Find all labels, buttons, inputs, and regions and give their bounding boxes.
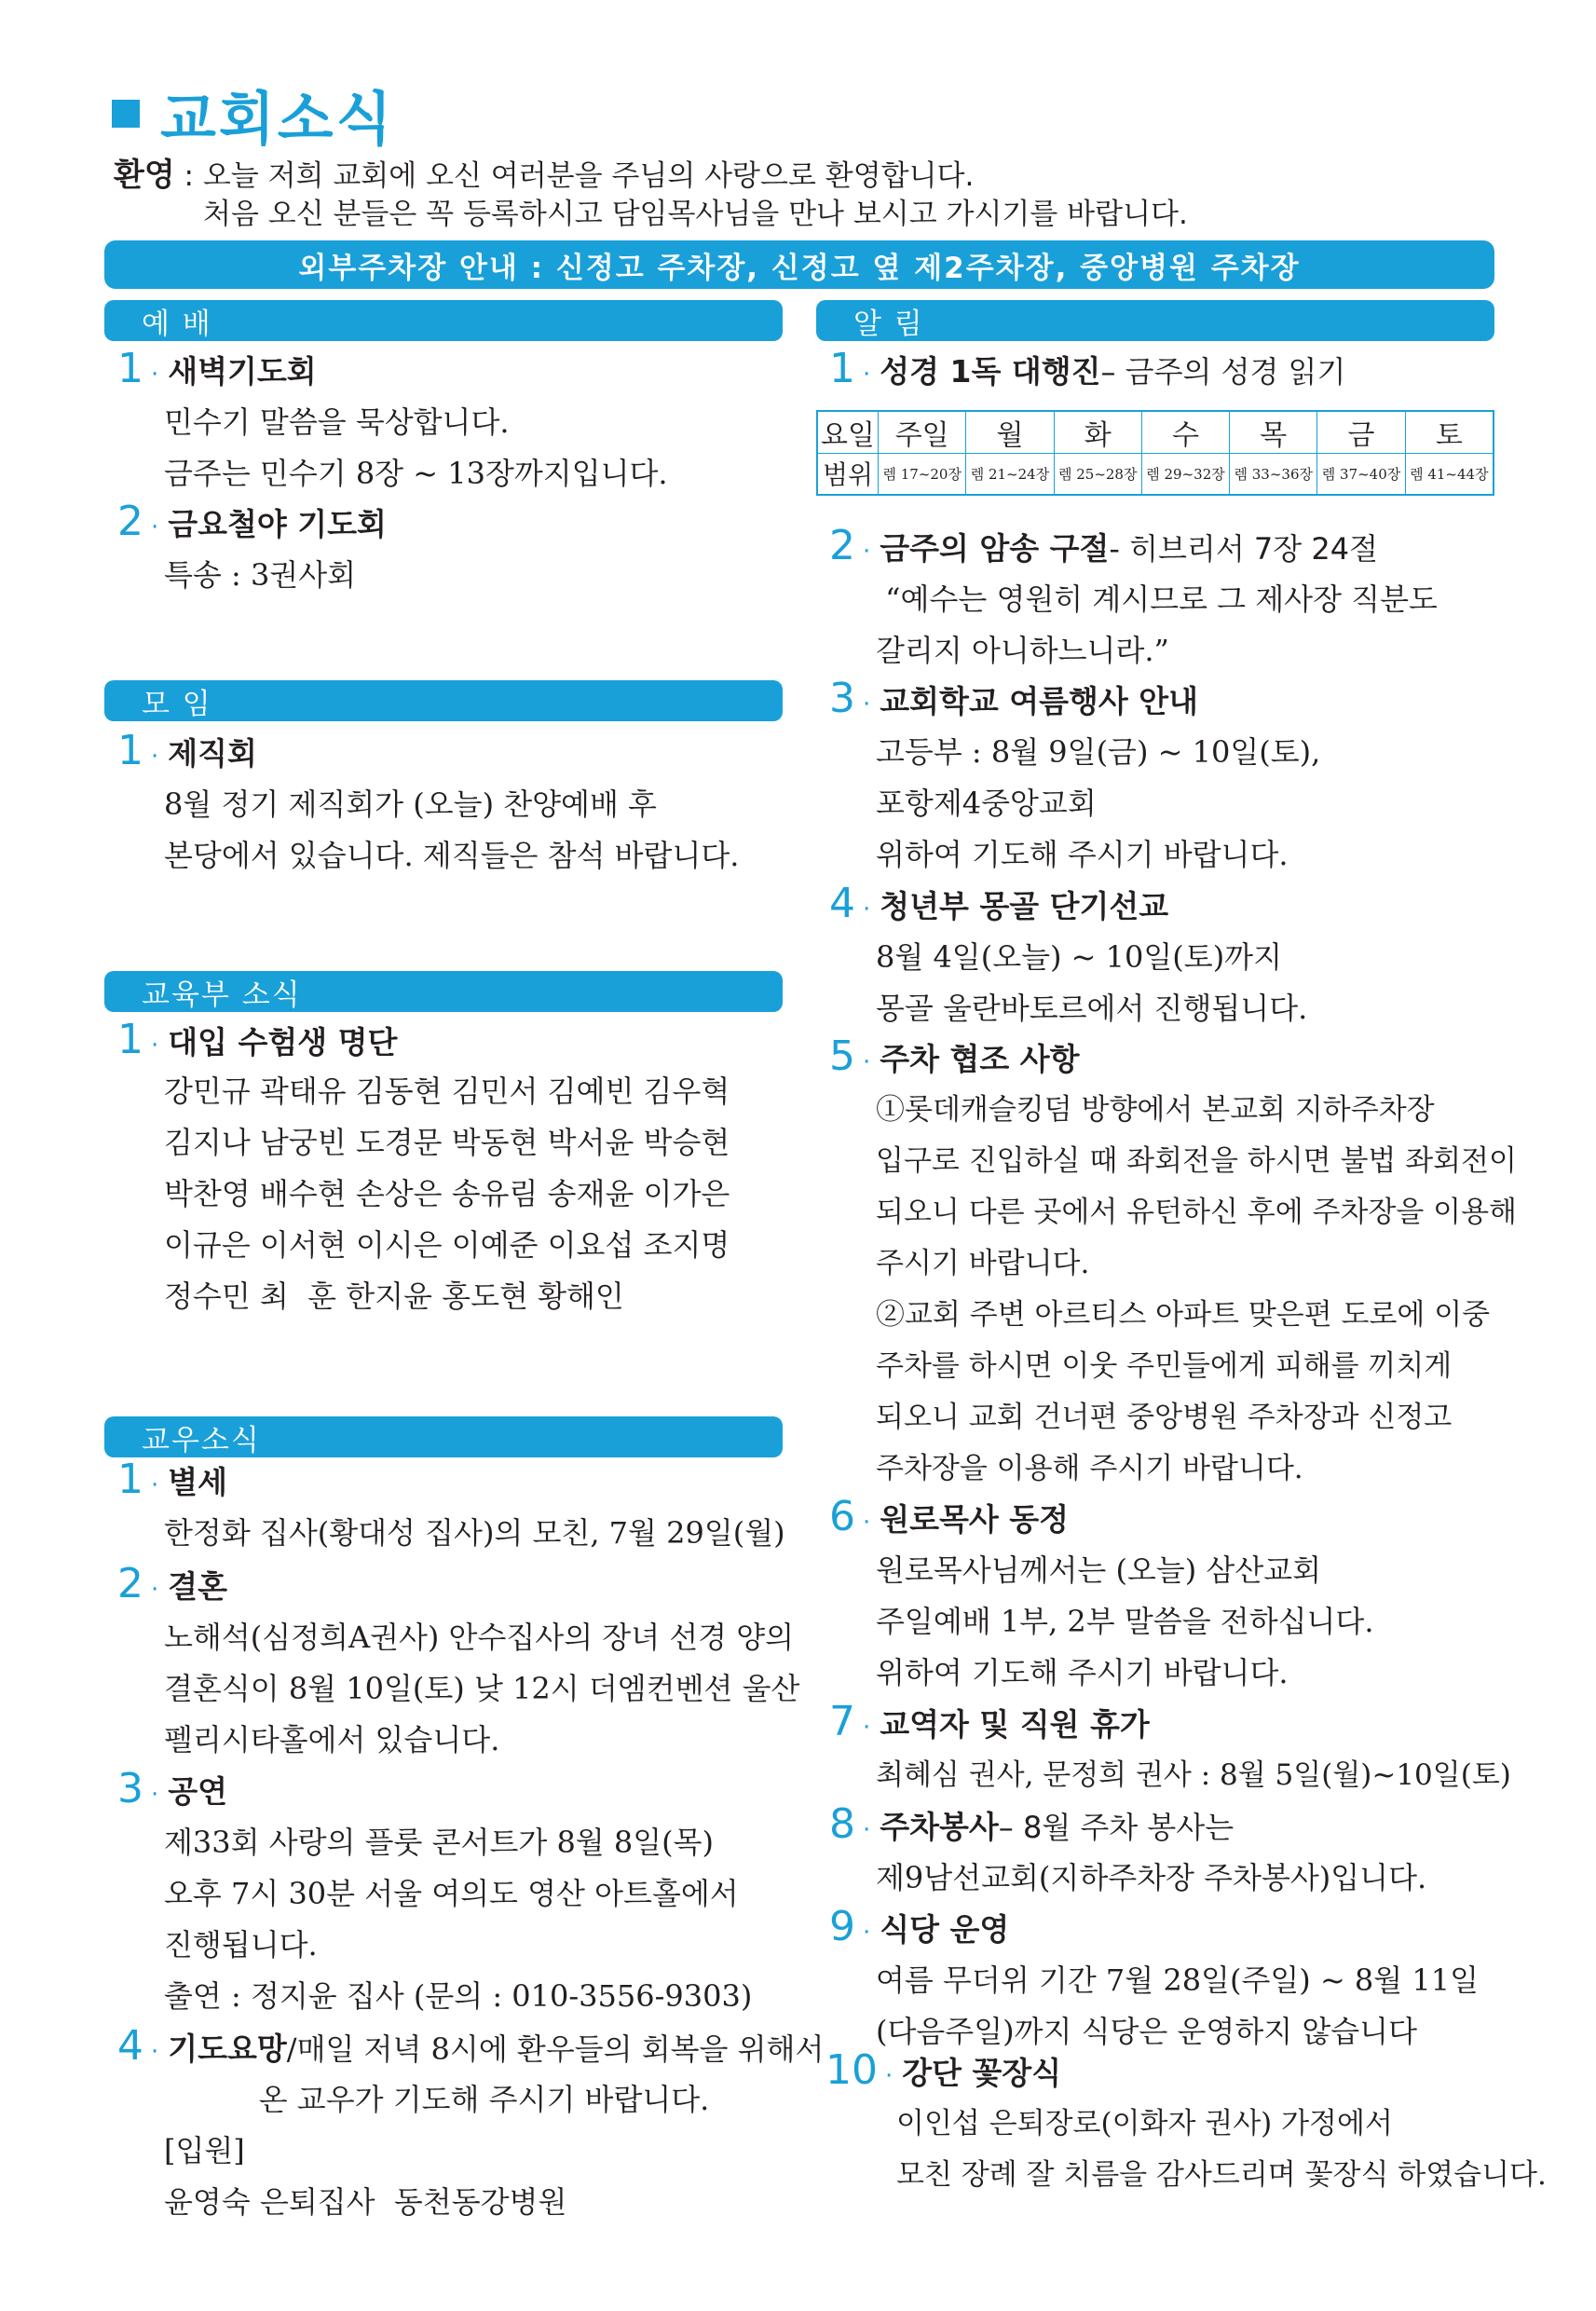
item-title: 성경 1독 대행진 — [880, 353, 1101, 390]
item-body: ①롯데캐슬킹덤 방향에서 본교회 지하주차장 입구로 진입하실 때 좌회전을 하시면 불법 좌회전이 되오니 다른 곳에서 유턴하신 후에 주차장을 이용해 주시기 바랍니다. ②교회 주변 아르티스 아파트 맞은편 도로에 이중 주차를 하시면 이웃 주민들에게 피해를 끼치게 되오니 교회 건너편 중앙병원 주차장과 신정고 주차장을 이용해 주시기 바랍니다. — [876, 1093, 1517, 1485]
item-title: 제직회 — [168, 735, 257, 772]
notice-item-10 — [824, 2046, 1061, 2094]
item-number: 1 — [117, 1456, 143, 1503]
table-cell: 수 — [1141, 411, 1229, 454]
welcome-line-1 — [114, 155, 974, 197]
item-title: 기도요망 — [168, 2031, 287, 2067]
section-header-education: 교육부 소식 — [104, 971, 783, 1012]
table-row — [817, 411, 1494, 454]
bullet-dot-icon: · — [863, 361, 871, 389]
item-number: 2 — [117, 498, 143, 545]
notice-item-8 — [824, 1800, 1234, 1848]
table-cell: 렘 29~32장 — [1141, 454, 1229, 495]
item-title: 결혼 — [168, 1568, 228, 1605]
section-header-notices: 알 림 — [816, 300, 1494, 341]
bullet-dot-icon: · — [151, 1781, 159, 1809]
table-cell: 렘 21~24장 — [966, 454, 1054, 495]
table-cell: 요일 — [817, 411, 879, 454]
item-number: 3 — [117, 1765, 143, 1812]
item-title-rest: - 히브리서 7장 24절 — [1109, 531, 1379, 567]
item-number: 3 — [829, 675, 855, 722]
bullet-dot-icon: · — [863, 538, 871, 566]
table-cell: 화 — [1054, 411, 1141, 454]
notice-item-1 — [824, 345, 1345, 392]
table-cell: 렘 37~40장 — [1317, 454, 1405, 495]
item-title-rest: /매일 저녁 8시에 환우들의 회복을 위해서 — [286, 2031, 825, 2067]
table-cell: 주일 — [879, 411, 966, 454]
item-number: 1 — [829, 345, 855, 392]
item-title: 교회학교 여름행사 안내 — [880, 683, 1199, 719]
item-body: 8월 정기 제직회가 (오늘) 찬양예배 후 본당에서 있습니다. 제직들은 참석 바랍니다. — [164, 786, 740, 873]
table-cell: 범위 — [817, 454, 879, 495]
bullet-dot-icon: · — [151, 743, 159, 771]
item-body: 제33회 사랑의 플룻 콘서트가 8월 8일(목) 오후 7시 30분 서울 여의도 영산 아트홀에서 진행됩니다. 출연 : 정지윤 집사 (문의 : 010-3556-9303) — [164, 1825, 753, 2014]
notice-item-3 — [824, 675, 1198, 722]
item-number: 6 — [829, 1493, 855, 1540]
item-title: 식당 운영 — [880, 1911, 1010, 1948]
item-body: 제9남선교회(지하주차장 주차봉사)입니다. — [876, 1860, 1427, 1895]
notice-item-5 — [824, 1032, 1080, 1080]
square-bullet-icon — [112, 100, 140, 128]
page-title — [112, 76, 395, 151]
bullet-dot-icon: · — [885, 2062, 893, 2090]
education-item-1 — [112, 1016, 397, 1063]
item-title: 주차봉사 — [880, 1809, 999, 1845]
parking-banner: 외부주차장 안내 : 신정고 주차장, 신정고 옆 제2주차장, 중앙병원 주차장 — [104, 240, 1494, 289]
members-item-2 — [112, 1560, 227, 1607]
page-title-text: 교회소식 — [160, 84, 395, 153]
members-item-3 — [112, 1765, 227, 1812]
meeting-item-1 — [112, 727, 257, 774]
item-body: 고등부 : 8월 9일(금) ~ 10일(토), 포항제4중앙교회 위하여 기도해 주시기 바랍니다. — [876, 734, 1321, 872]
item-body: 온 교우가 기도해 주시기 바랍니다. [입원] 윤영숙 은퇴집사 동천동강병원 — [164, 2082, 710, 2220]
notice-item-4 — [824, 880, 1168, 927]
welcome-text-1: : 오늘 저희 교회에 오신 여러분을 주님의 사랑으로 환영합니다. — [174, 159, 975, 193]
item-title-rest: – 금주의 성경 읽기 — [1100, 354, 1346, 390]
item-body: “예수는 영원히 계시므로 그 제사장 직분도 갈리지 아니하느니라.” — [876, 581, 1438, 668]
notice-item-9 — [824, 1903, 1009, 1950]
item-body: 노해석(심정희A권사) 안수집사의 장녀 선경 양의 결혼식이 8월 10일(토) 낮 12시 더엠컨벤션 울산 펠리시타홀에서 있습니다. — [164, 1620, 800, 1757]
section-header-meeting: 모 임 — [104, 680, 783, 721]
table-row — [817, 454, 1494, 495]
item-number: 1 — [117, 1016, 143, 1063]
item-title: 금요철야 기도회 — [168, 506, 387, 542]
item-number: 1 — [117, 345, 143, 392]
bullet-dot-icon: · — [151, 361, 159, 389]
item-number: 9 — [829, 1903, 855, 1950]
item-title: 새벽기도회 — [168, 353, 317, 390]
item-body: 한정화 집사(황대성 집사)의 모친, 7월 29일(월) — [164, 1515, 785, 1551]
item-body: 최혜심 권사, 문정희 권사 : 8월 5일(월)~10일(토) — [876, 1758, 1511, 1792]
bible-reading-table — [816, 410, 1494, 496]
notice-item-2 — [824, 522, 1378, 569]
item-body: 원로목사님께서는 (오늘) 삼산교회 주일예배 1부, 2부 말씀을 전하십니다. 위하여 기도해 주시기 바랍니다. — [876, 1552, 1374, 1690]
section-header-members: 교우소식 — [104, 1416, 783, 1457]
item-body: 민수기 말씀을 묵상합니다. 금주는 민수기 8장 ~ 13장까지입니다. — [164, 404, 668, 491]
item-title: 별세 — [168, 1464, 228, 1500]
notice-item-6 — [824, 1493, 1069, 1540]
bullet-dot-icon: · — [863, 691, 871, 718]
table-cell: 목 — [1230, 411, 1317, 454]
item-number: 4 — [117, 2022, 143, 2070]
bullet-dot-icon: · — [151, 1471, 159, 1499]
item-number: 2 — [117, 1560, 143, 1607]
item-number: 10 — [825, 2046, 878, 2094]
item-number: 5 — [829, 1032, 855, 1080]
members-item-1 — [112, 1456, 227, 1503]
item-title: 공연 — [168, 1773, 228, 1810]
item-title: 금주의 암송 구절 — [880, 530, 1110, 567]
bullet-dot-icon: · — [863, 1048, 871, 1076]
table-cell: 렘 33~36장 — [1230, 454, 1317, 495]
table-cell: 토 — [1405, 411, 1494, 454]
item-title: 원로목사 동정 — [880, 1501, 1070, 1538]
bullet-dot-icon: · — [863, 1816, 871, 1844]
student-list: 강민규 곽태유 김동현 김민서 김예빈 김우혁 김지나 남궁빈 도경문 박동현 박서윤 박승현 박찬영 배수현 손상은 송유림 송재윤 이가은 이규은 이서현 이시은 이예준 이요섭 조지명 정수민 최 훈 한지윤 홍도현 황해인 — [164, 1073, 730, 1314]
bullet-dot-icon: · — [151, 1576, 159, 1604]
item-title-rest: – 8월 주차 봉사는 — [998, 1810, 1235, 1845]
notice-item-7 — [824, 1698, 1150, 1745]
item-number: 2 — [829, 522, 855, 569]
item-number: 1 — [117, 727, 143, 774]
worship-item-1 — [112, 345, 317, 392]
welcome-text-2: 처음 오신 분들은 꼭 등록하시고 담임목사님을 만나 보시고 가시기를 바랍니다. — [203, 198, 1188, 231]
bullet-dot-icon: · — [151, 2038, 159, 2066]
item-body: 특송 : 3권사회 — [164, 557, 357, 593]
item-number: 7 — [829, 1698, 855, 1745]
bullet-dot-icon: · — [151, 1032, 159, 1060]
table-cell: 렘 25~28장 — [1054, 454, 1141, 495]
bullet-dot-icon: · — [151, 513, 159, 541]
table-cell: 렘 41~44장 — [1405, 454, 1494, 495]
table-cell: 월 — [966, 411, 1054, 454]
section-header-worship: 예 배 — [104, 300, 783, 341]
members-item-4 — [112, 2022, 824, 2070]
item-body: 여름 무더위 기간 7월 28일(주일) ~ 8월 11일 (다음주일)까지 식당은 운영하지 않습니다 — [876, 1962, 1479, 2049]
item-title: 청년부 몽골 단기선교 — [880, 888, 1169, 924]
item-number: 8 — [829, 1800, 855, 1848]
item-body: 8월 4일(오늘) ~ 10일(토)까지 몽골 울란바토르에서 진행됩니다. — [876, 939, 1308, 1026]
item-title: 주차 협조 사항 — [880, 1041, 1080, 1077]
table-cell: 금 — [1317, 411, 1405, 454]
bullet-dot-icon: · — [863, 896, 871, 923]
welcome-label: 환영 — [114, 157, 175, 194]
worship-item-2 — [112, 498, 387, 545]
item-number: 4 — [829, 880, 855, 927]
item-title: 교역자 및 직원 휴가 — [880, 1706, 1150, 1743]
item-title: 대입 수험생 명단 — [168, 1024, 398, 1060]
table-cell: 렘 17~20장 — [879, 454, 966, 495]
bullet-dot-icon: · — [863, 1714, 871, 1742]
item-body: 이인섭 은퇴장로(이화자 권사) 가정에서 모친 장례 잘 치름을 감사드리며 꽃장식 하였습니다. — [896, 2107, 1547, 2192]
bullet-dot-icon: · — [863, 1919, 871, 1947]
bullet-dot-icon: · — [863, 1509, 871, 1537]
item-title: 강단 꽃장식 — [902, 2055, 1062, 2091]
